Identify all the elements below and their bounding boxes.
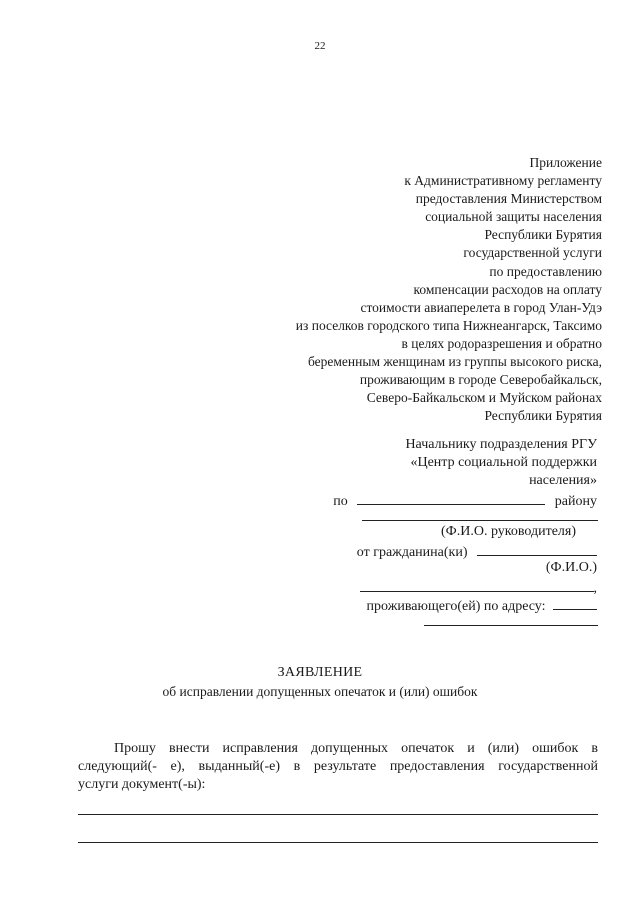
appendix-line: к Административному регламенту <box>404 173 602 189</box>
document-subtitle: об исправлении допущенных опечаток и (или) ошибок <box>162 684 478 699</box>
address-field-2[interactable] <box>424 625 598 626</box>
citizen-field[interactable] <box>477 542 597 556</box>
appendix-line: Приложение <box>529 155 602 170</box>
request-line: услуги документ(-ы): <box>78 777 206 792</box>
district-field[interactable] <box>357 491 545 505</box>
address-field[interactable] <box>553 596 597 610</box>
appendix-line: компенсации расходов на оплату <box>413 281 602 297</box>
po-label: по <box>333 494 348 509</box>
appendix-line: Северо-Байкальском и Муйском районах <box>366 390 602 406</box>
appendix-line: из поселков городского типа Нижнеангарск, Таксимо <box>295 317 602 333</box>
addressee-line: Начальнику подразделения РГУ <box>405 437 597 452</box>
request-text <box>78 740 598 794</box>
appendix-line: социальной защиты населения <box>425 209 602 225</box>
appendix-block <box>182 154 602 425</box>
head-fio-caption: (Ф.И.О. руководителя) <box>441 524 576 539</box>
fio-line <box>360 578 598 597</box>
appendix-line: Республики Бурятия <box>484 227 602 243</box>
district-line <box>333 491 597 510</box>
request-line: Прошу внести исправления допущенных опечаток и (или) ошибок в <box>114 741 598 756</box>
fio-caption: (Ф.И.О.) <box>545 560 597 575</box>
document-field-line-1[interactable] <box>78 814 598 815</box>
rayonu-label: району <box>554 494 597 509</box>
address-line <box>367 596 597 615</box>
appendix-line: Республики Бурятия <box>484 408 602 424</box>
appendix-line: беременным женщинам из группы высокого риска, <box>307 354 602 370</box>
appendix-line: в целях родоразрешения и обратно <box>401 335 602 351</box>
appendix-line: стоимости авиаперелета в город Улан-Удэ <box>360 299 602 315</box>
document-field-line-2[interactable] <box>78 842 598 843</box>
citizen-fio-field[interactable] <box>360 578 594 592</box>
addressee-line: населения» <box>529 473 597 488</box>
page-number: 22 <box>314 40 326 52</box>
from-line <box>357 542 597 561</box>
addressee-line: «Центр социальной поддержки <box>410 455 597 470</box>
appendix-line: проживающим в городе Северобайкальск, <box>359 372 602 388</box>
appendix-line: по предоставлению <box>489 263 602 279</box>
head-fio-field[interactable] <box>362 520 598 521</box>
comma: , <box>593 581 597 596</box>
appendix-line: предоставления Министерством <box>415 191 602 207</box>
document-title: ЗАЯВЛЕНИЕ <box>277 665 363 680</box>
appendix-line: государственной услуги <box>463 245 602 261</box>
request-line: следующий(- е), выданный(-е) в результате предоставления государственной <box>78 759 598 774</box>
address-label: проживающего(ей) по адресу: <box>366 599 546 614</box>
from-label: от гражданина(ки) <box>356 545 468 560</box>
